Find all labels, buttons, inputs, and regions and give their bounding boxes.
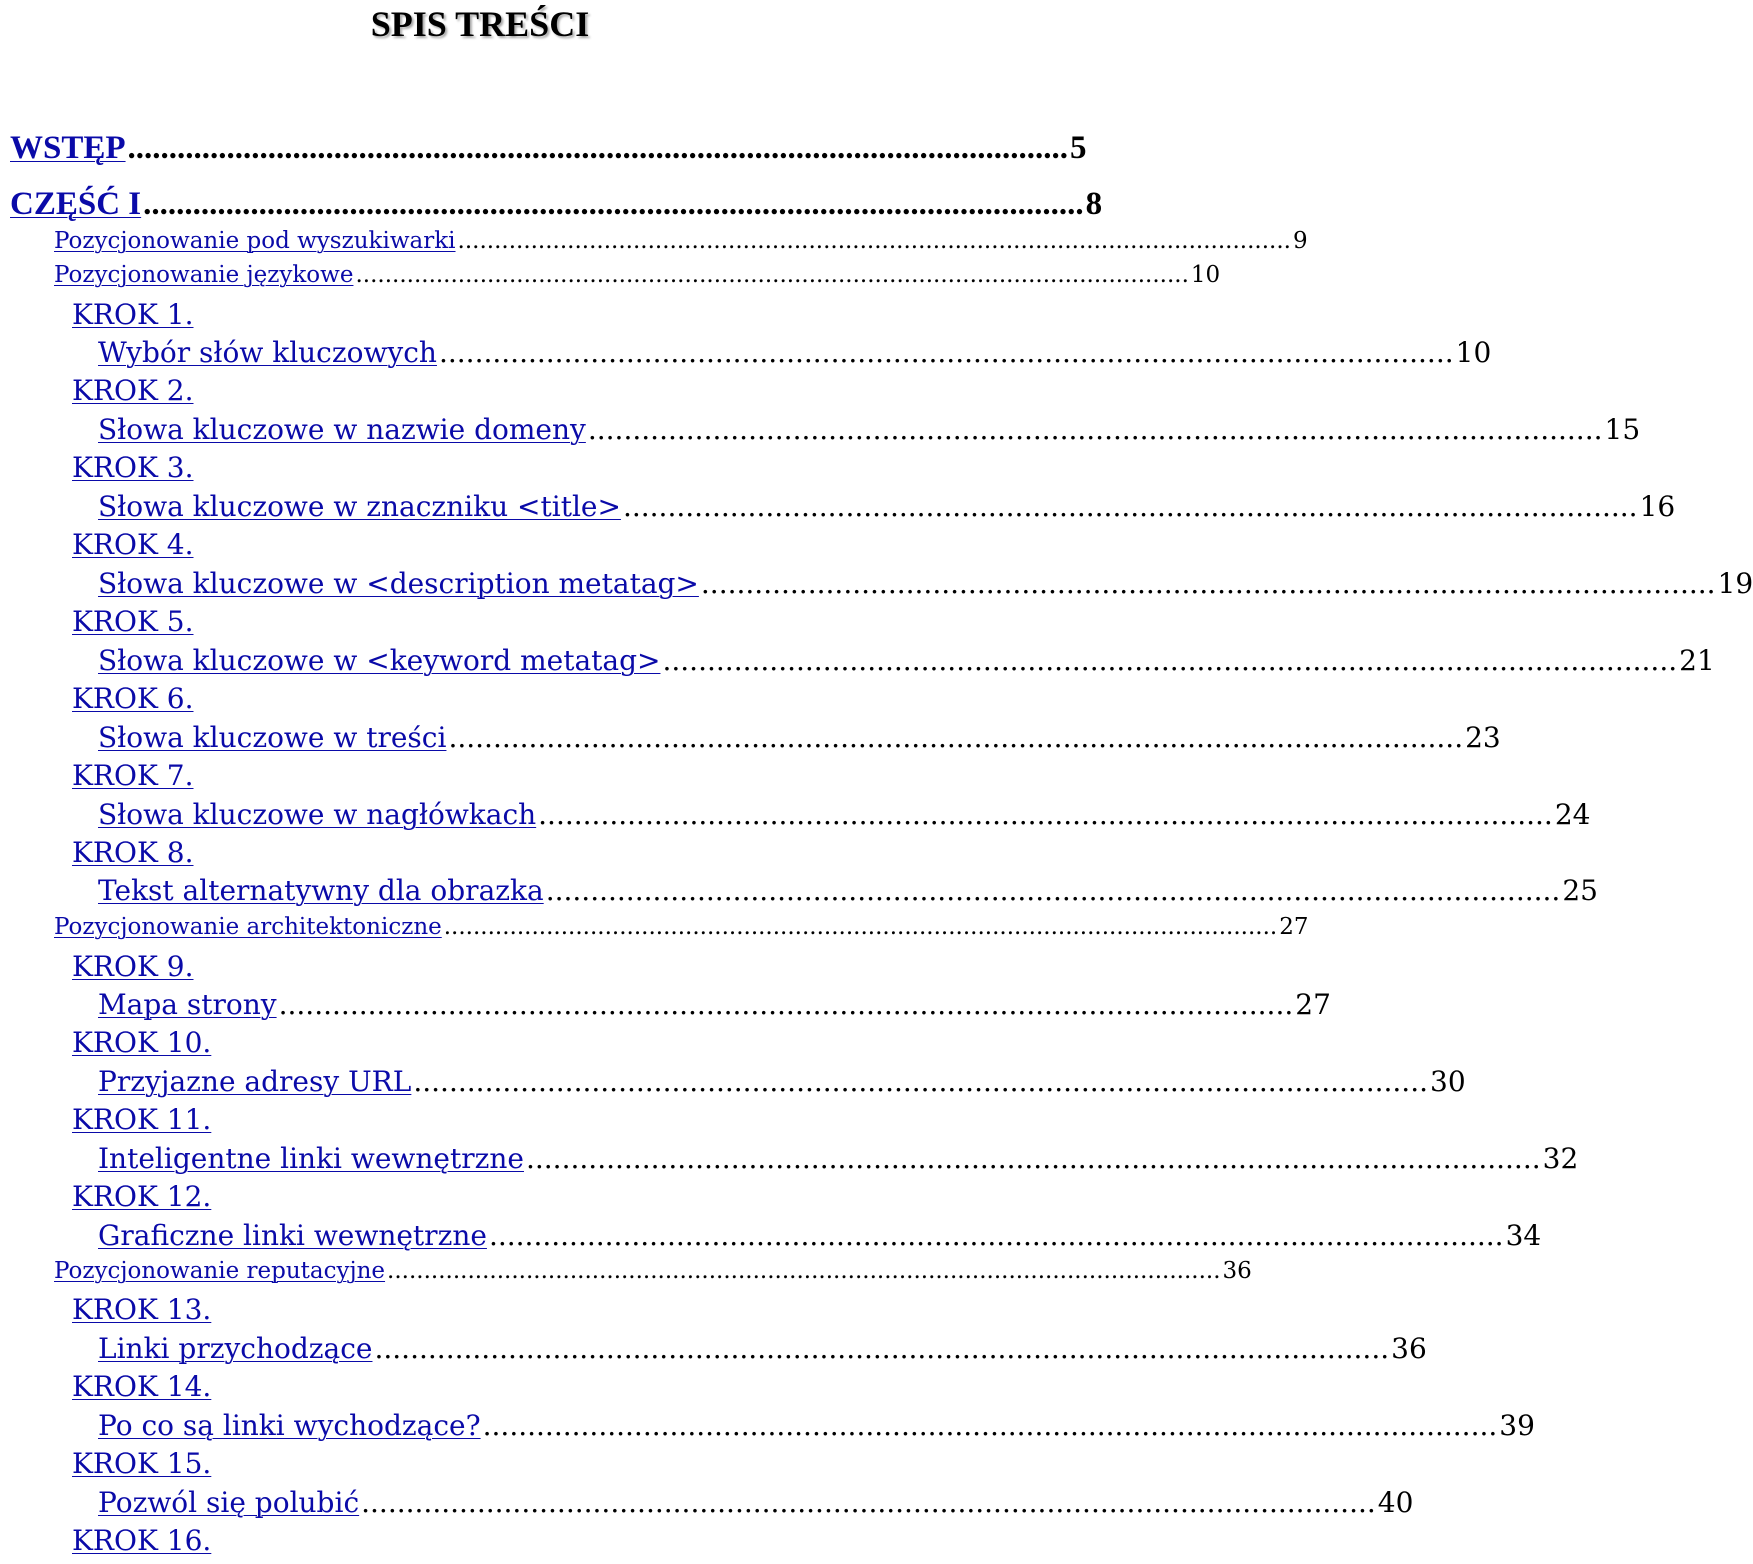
toc-page-number: 23	[1465, 721, 1501, 754]
toc-page-number: 34	[1505, 1219, 1542, 1252]
dot-leader: ..................................................................................................................	[374, 1332, 1390, 1365]
toc-page-number: 21	[1679, 644, 1715, 677]
dot-leader: ..................................................................................................................	[448, 721, 1464, 754]
dot-leader: ..................................................................................................................	[662, 644, 1678, 677]
toc-entry-description[interactable]	[98, 567, 1753, 600]
toc-step-6[interactable]: KROK 6.	[72, 682, 194, 715]
dot-leader: ..................................................................................................................	[127, 130, 1069, 166]
toc-page-number: 36	[1391, 1332, 1427, 1365]
toc-entry-label[interactable]: Graficzne linki wewnętrzne	[98, 1219, 487, 1252]
toc-entry-keyword[interactable]	[98, 644, 1715, 677]
toc-entry-label[interactable]: Słowa kluczowe w <keyword metatag>	[98, 644, 661, 677]
toc-page-number: 36	[1222, 1258, 1252, 1284]
toc-step-7[interactable]: KROK 7.	[72, 759, 194, 792]
toc-entry-czesc-1[interactable]	[10, 186, 1103, 223]
dot-leader: ..................................................................................................................	[387, 1258, 1221, 1284]
toc-page-number: 19	[1717, 567, 1753, 600]
toc-entry-label[interactable]: Słowa kluczowe w nazwie domeny	[98, 413, 586, 446]
toc-page-number: 15	[1604, 413, 1641, 446]
toc-entry-label[interactable]: Wybór słów kluczowych	[98, 336, 437, 369]
toc-page-number: 10	[1455, 336, 1492, 369]
dot-leader: ..................................................................................................................	[361, 1486, 1376, 1519]
toc-step-9[interactable]: KROK 9.	[72, 950, 194, 983]
toc-page-number: 39	[1499, 1409, 1535, 1442]
dot-leader: ..................................................................................................................	[488, 1219, 1504, 1252]
toc-page-number: 8	[1085, 186, 1103, 222]
toc-entry-label[interactable]: Linki przychodzące	[98, 1332, 373, 1365]
toc-entry-seo[interactable]	[54, 228, 1308, 254]
toc-entry-wstep[interactable]	[10, 130, 1087, 167]
toc-page-number: 25	[1562, 874, 1598, 907]
toc-entry-url[interactable]	[98, 1065, 1466, 1098]
toc-step-15[interactable]: KROK 15.	[72, 1447, 212, 1480]
toc-entry-linki-wychodzace[interactable]	[98, 1409, 1535, 1442]
toc-entry-naglowki[interactable]	[98, 798, 1591, 831]
toc-entry-label[interactable]: Pozycjonowanie architektoniczne	[54, 914, 442, 940]
dot-leader: ..................................................................................................................	[438, 336, 1454, 369]
toc-entry-tresc[interactable]	[98, 721, 1501, 754]
toc-entry-domena[interactable]	[98, 413, 1641, 446]
toc-entry-label[interactable]: Słowa kluczowe w znaczniku <title>	[98, 490, 621, 523]
toc-step-1[interactable]: KROK 1.	[72, 298, 194, 331]
dot-leader: ..................................................................................................................	[587, 413, 1603, 446]
toc-entry-label[interactable]: Słowa kluczowe w treści	[98, 721, 447, 754]
dot-leader: ..................................................................................................................	[278, 988, 1294, 1021]
toc-page-number: 10	[1190, 262, 1221, 288]
toc-entry-title-tag[interactable]	[98, 490, 1676, 523]
toc-entry-label[interactable]: Po co są linki wychodzące?	[98, 1409, 481, 1442]
toc-entry-reputacyjne[interactable]	[54, 1258, 1252, 1284]
toc-entry-graficzne-linki[interactable]	[98, 1219, 1542, 1252]
toc-entry-label[interactable]: Mapa strony	[98, 988, 277, 1021]
toc-step-2[interactable]: KROK 2.	[72, 374, 194, 407]
toc-entry-wybor[interactable]	[98, 336, 1492, 369]
toc-entry-label[interactable]: WSTĘP	[10, 130, 126, 166]
toc-entry-pozwol-sie-polubic[interactable]	[98, 1486, 1414, 1519]
dot-leader: ..................................................................................................................	[355, 262, 1189, 288]
toc-entry-label[interactable]: Pozycjonowanie językowe	[54, 262, 354, 288]
toc-entry-label[interactable]: Inteligentne linki wewnętrzne	[98, 1142, 524, 1175]
toc-entry-linki-przychodzace[interactable]	[98, 1332, 1427, 1365]
toc-step-11[interactable]: KROK 11.	[72, 1103, 212, 1136]
page-title: SPIS TREŚCI	[370, 4, 590, 44]
toc-page-number: 27	[1279, 914, 1309, 940]
toc-page-number: 16	[1639, 490, 1676, 523]
toc-entry-label[interactable]: Pozycjonowanie pod wyszukiwarki	[54, 228, 456, 254]
dot-leader: ..................................................................................................................	[525, 1142, 1541, 1175]
dot-leader: ..................................................................................................................	[457, 228, 1291, 254]
toc-entry-label[interactable]: CZĘŚĆ I	[10, 186, 142, 222]
dot-leader: ..................................................................................................................	[538, 798, 1553, 831]
toc-step-8[interactable]: KROK 8.	[72, 836, 194, 869]
dot-leader: ..................................................................................................................	[700, 567, 1716, 600]
toc-step-10[interactable]: KROK 10.	[72, 1026, 212, 1059]
toc-step-3[interactable]: KROK 3.	[72, 451, 194, 484]
toc-page-number: 5	[1070, 130, 1087, 166]
toc-entry-label[interactable]: Pozwól się polubić	[98, 1486, 360, 1519]
toc-entry-linki-wewnetrzne[interactable]	[98, 1142, 1579, 1175]
toc-entry-label[interactable]: Przyjazne adresy URL	[98, 1065, 412, 1098]
dot-leader: ..................................................................................................................	[413, 1065, 1429, 1098]
toc-entry-architektoniczne[interactable]	[54, 914, 1309, 940]
dot-leader: ..................................................................................................................	[622, 490, 1638, 523]
toc-page-number: 40	[1377, 1486, 1414, 1519]
toc-entry-jezykowe[interactable]	[54, 262, 1221, 288]
toc-entry-label[interactable]: Słowa kluczowe w <description metatag>	[98, 567, 699, 600]
toc-page-number: 24	[1554, 798, 1591, 831]
toc-page-number: 32	[1542, 1142, 1579, 1175]
toc-step-14[interactable]: KROK 14.	[72, 1370, 212, 1403]
toc-step-4[interactable]: KROK 4.	[72, 528, 194, 561]
dot-leader: ..................................................................................................................	[545, 874, 1561, 907]
toc-step-5[interactable]: KROK 5.	[72, 605, 194, 638]
toc-entry-alt[interactable]	[98, 874, 1598, 907]
toc-step-13[interactable]: KROK 13.	[72, 1293, 212, 1326]
toc-step-16[interactable]: KROK 16.	[72, 1524, 212, 1557]
toc-entry-mapa[interactable]	[98, 988, 1331, 1021]
dot-leader: ..................................................................................................................	[482, 1409, 1498, 1442]
toc-step-12[interactable]: KROK 12.	[72, 1180, 212, 1213]
toc-entry-label[interactable]: Pozycjonowanie reputacyjne	[54, 1258, 386, 1284]
toc-page-number: 9	[1292, 228, 1308, 254]
dot-leader: ..................................................................................................................	[143, 186, 1084, 222]
toc-page-number: 27	[1295, 988, 1331, 1021]
toc-page-number: 30	[1430, 1065, 1466, 1098]
dot-leader: ..................................................................................................................	[443, 914, 1278, 940]
toc-entry-label[interactable]: Słowa kluczowe w nagłówkach	[98, 798, 537, 831]
toc-entry-label[interactable]: Tekst alternatywny dla obrazka	[98, 874, 544, 907]
